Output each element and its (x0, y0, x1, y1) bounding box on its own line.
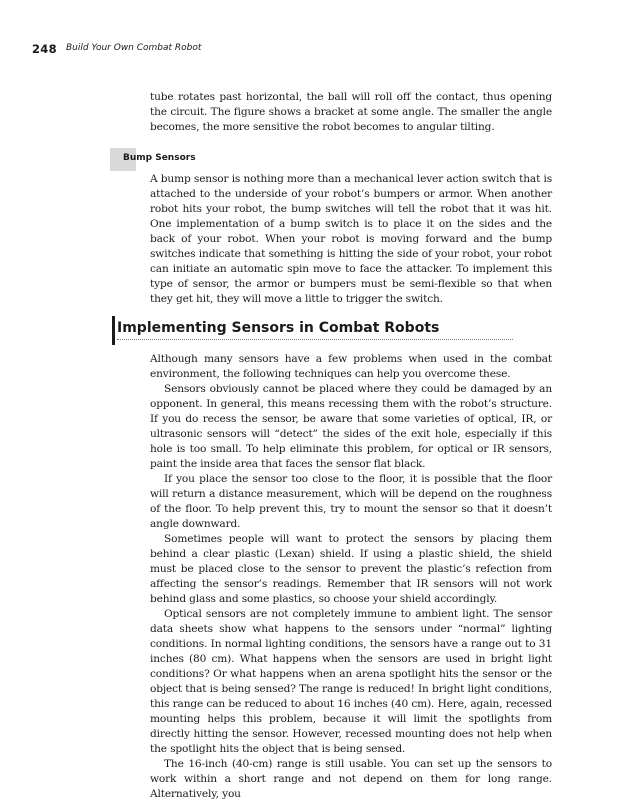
section-heading: Implementing Sensors in Combat Robots (117, 320, 440, 336)
body-paragraph: Although many sensors have a few problems when used in the combat environment, the following techniques can help you overcome these. (150, 353, 552, 380)
running-title: Build Your Own Combat Robot (66, 43, 202, 53)
body-paragraph: Sometimes people will want to protect the sensors by placing them behind a clear plastic (Lexan) shield. If using a plastic shield, the shield must be placed close to the sensor to prevent the plastic’s refection from affecting the sensor’s readings. Remember that IR sensors will not work behind glass and some plastics, so choose your shield accordingly. (150, 533, 552, 605)
section-heading-rule (117, 339, 513, 340)
page-number: 248 (32, 42, 57, 56)
body-paragraph: Optical sensors are not completely immune to ambient light. The sensor data sheets show what happens to the sensors under “normal” lighting conditions. In normal lighting conditions, the sensors have a range out to 31 inches (80 cm). What happens when the sensors are used in bright light conditions? Or what happens when an arena spotlight hits the sensor or the object that is being sensed? The range is reduced! In bright light conditions, this range can be reduced to about 16 inches (40 cm). Here, again, recessed mounting helps this problem, because it will limit the spotlights from directly hitting the sensor. However, recessed mounting does not help when the spotlight hits the object that is being sensed. (150, 608, 552, 755)
section-heading-bar (112, 316, 115, 345)
body-paragraph: If you place the sensor too close to the floor, it is possible that the floor will return a distance measurement, which will be depend on the roughness of the floor. To help prevent this, try to mount the sensor so that it doesn’t angle downward. (150, 473, 552, 530)
subheading-bump-sensors: Bump Sensors (123, 153, 196, 163)
intro-paragraph: tube rotates past horizontal, the ball will roll off the contact, thus opening the circuit. The figure shows a bracket at some angle. The smaller the angle becomes, the more sensitive the robot becomes to angular tilting. (150, 91, 552, 133)
page-header (32, 40, 592, 60)
section-body (150, 352, 552, 802)
bump-sensors-paragraph: A bump sensor is nothing more than a mechanical lever action switch that is attached to the underside of your robot’s bumpers or armor. When another robot hits your robot, the bump switches will tell the robot that it was hit. One implementation of a bump switch is to place it on the sides and the back of your robot. When your robot is moving forward and the bump switches indicate that something is hitting the side of your robot, your robot can initiate an automatic spin move to face the attacker. To implement this type of sensor, the armor or bumpers must be semi-flexible so that when they get hit, they will move a little to trigger the switch. (150, 173, 552, 305)
body-paragraph: Sensors obviously cannot be placed where they could be damaged by an opponent. In general, this means recessing them with the robot’s structure. If you do recess the sensor, be aware that some varieties of optical, IR, or ultrasonic sensors will “detect” the sides of the exit hole, especially if this hole is too small. To help eliminate this problem, for optical or IR sensors, paint the inside area that faces the sensor flat black. (150, 383, 552, 470)
body-paragraph: The 16-inch (40-cm) range is still usable. You can set up the sensors to work within a short range and not depend on them for long range. Alternatively, you (150, 758, 552, 800)
